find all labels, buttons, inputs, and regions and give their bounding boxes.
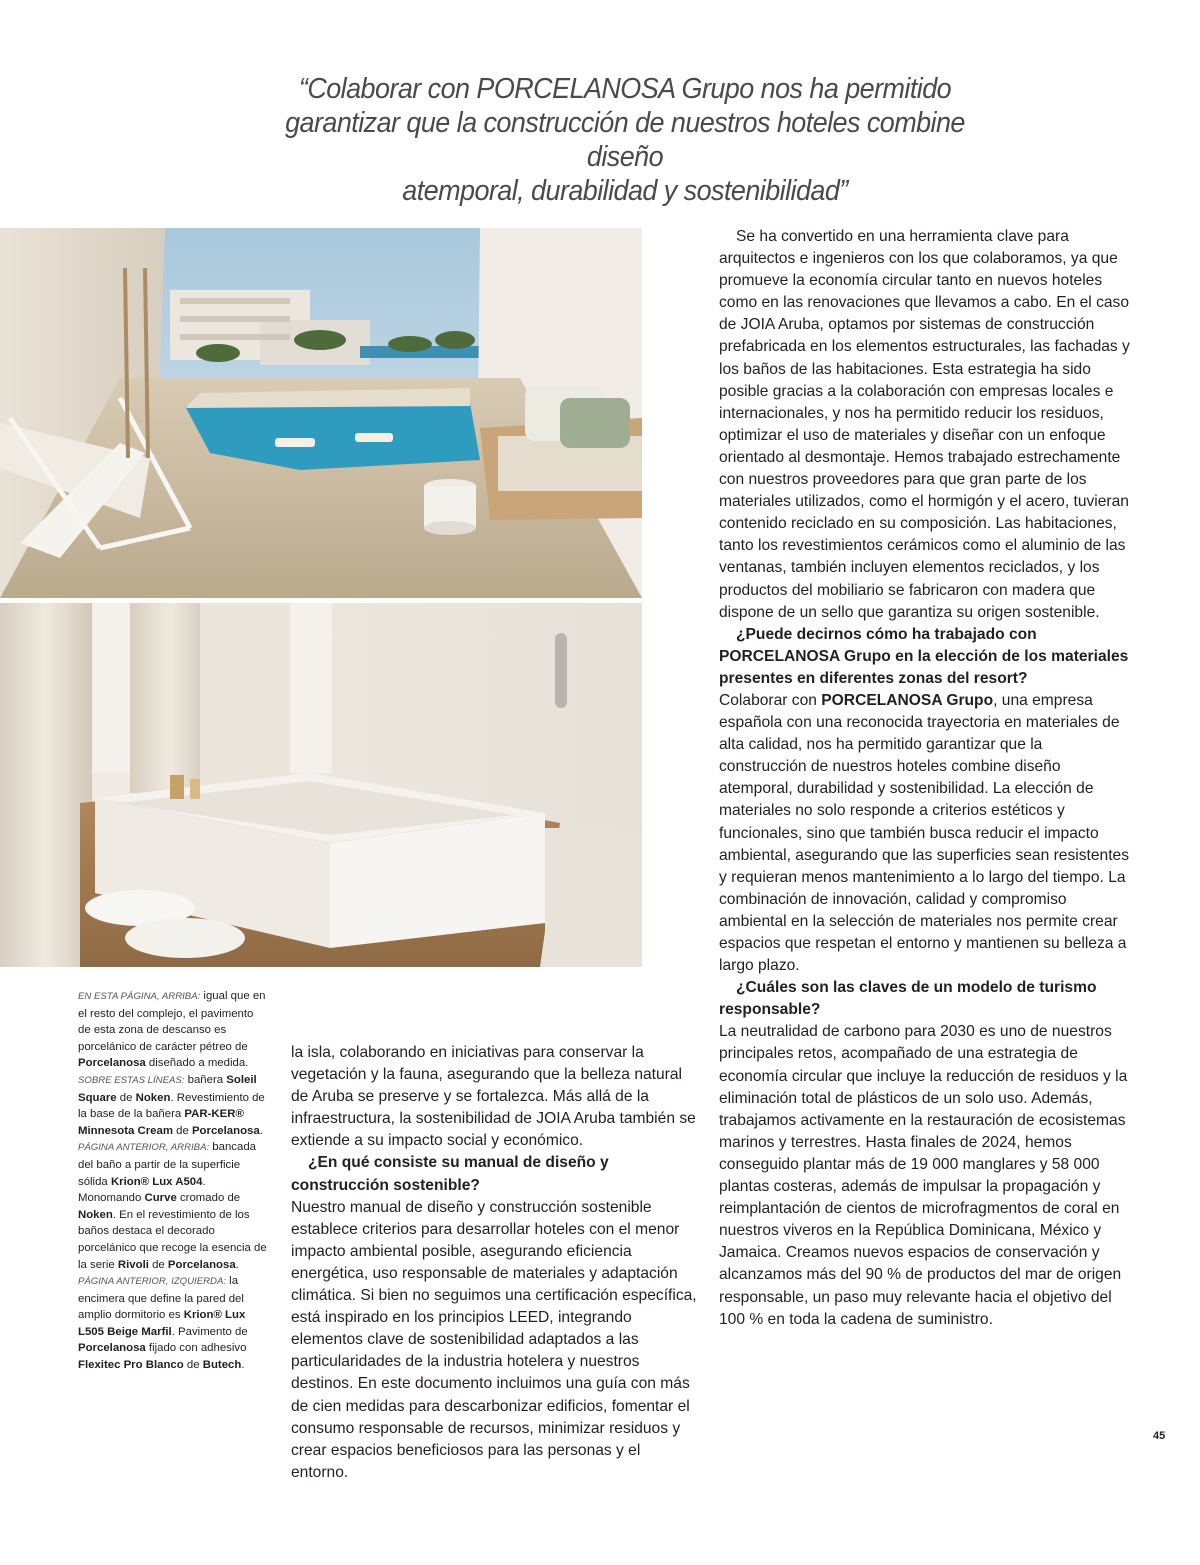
- photo-caption: [78, 988, 268, 1374]
- caption-brand: Porcelanosa: [167, 1258, 236, 1271]
- body-paragraph: [719, 690, 1131, 977]
- body-text: Colaborar con: [719, 691, 822, 709]
- article-column-middle: [291, 1042, 701, 1484]
- caption-lead-4: PÁGINA ANTERIOR, IZQUIERDA:: [78, 1276, 227, 1288]
- terrace-photo: [0, 228, 642, 598]
- caption-product: PAR-KER® Minnesota Cream: [78, 1108, 244, 1137]
- bathtub-photo: [0, 603, 642, 967]
- caption-product: Krion® Lux A504: [110, 1175, 203, 1188]
- caption-text: de: [172, 1124, 192, 1137]
- caption-text: de: [148, 1258, 168, 1271]
- body-paragraph: Se ha convertido en una herramienta clave para arquitectos e ingenieros con los que colaboramos, ya que promueve la economía circular tanto en nuevos hoteles como en las renovaciones que llevamos a cabo. En el caso de JOIA Aruba, optamos por sistemas de construcción prefabricada en los elementos estructurales, las fachadas y los baños de las habitaciones. Esta estrategia ha sido posible gracias a la colaboración con empresas locales e internacionales, y nos ha permitido reducir los residuos, optimizar el uso de materiales y diseñar con un enfoque orientado al desmontaje. Hemos trabajado estrechamente con nuestros proveedores para que gran parte de los materiales utilizados, como el hormigón y el acero, tuvieran contenido reciclado en su composición. Las habitaciones, tanto los revestimientos cerámicos como el aluminio de las ventanas, también incluyen elementos reciclados, y los productos del mobiliario se fabricaron con madera que dispone de un sello que garantiza su origen sostenible.: [719, 228, 1130, 621]
- caption-product: Krion® Lux L505 Beige Marfil: [78, 1309, 246, 1338]
- caption-text: . En el revestimiento de los baños destaca el decorado porcelánico que recoge la esencia de la serie: [78, 1208, 267, 1271]
- body-paragraph: La neutralidad de carbono para 2030 es uno de nuestros principales retos, acompañado de una estrategia de economía circular que incluye la reducción de residuos y la eliminación total de plásticos de un solo uso. Además, trabajamos activamente en la restauración de ecosistemas marinos y terrestres. Hasta finales de 2024, hemos conseguido plantar más de 19 000 manglares y 58 000 plantas costeras, además de impulsar la propagación y reimplantación de cientos de microfragmentos de coral en nuestros viveros en la República Dominicana, México y Jamaica. Creamos nuevos espacios de conservación y alcanzamos más del 90 % de productos del mar de origen responsable, un paso muy relevante hacia el objetivo del 100 % en toda la cadena de suministro.: [719, 1023, 1128, 1328]
- caption-lead-2: SOBRE ESTAS LÍNEAS:: [78, 1074, 185, 1086]
- interview-question: ¿Puede decirnos cómo ha trabajado con PORCELANOSA Grupo en la elección de los materiales presentes en diferentes zonas del resort?: [719, 625, 1129, 687]
- caption-brand: Porcelanosa: [191, 1124, 260, 1137]
- body-paragraph: Nuestro manual de diseño y construcción sostenible establece criterios para desarrollar hoteles con el menor impacto ambiental posible, asegurando eficiencia energética, uso responsable de materiales y adaptación climática. Si bien no seguimos una certificación específica, está inspirado en los principios LEED, integrando elementos clave de sostenibilidad adaptados a las particularidades de la industria hotelera y nuestros destinos. En este documento incluimos una guía con más de cien medidas para descarbonizar edificios, fomentar el consumo responsable de recursos, minimizar residuos y crear espacios beneficiosos para las personas y el entorno.: [291, 1198, 697, 1481]
- caption-brand: Porcelanosa: [78, 1057, 146, 1070]
- caption-lead-3: PÁGINA ANTERIOR, ARRIBA:: [78, 1142, 210, 1154]
- caption-brand: Butech: [202, 1359, 242, 1372]
- interview-question: ¿Cuáles son las claves de un modelo de turismo responsable?: [719, 979, 1097, 1019]
- bathtub-illustration: [0, 603, 642, 967]
- caption-text: .: [241, 1359, 245, 1372]
- caption-product: Soleil Square: [78, 1073, 257, 1104]
- caption-lead-1: EN ESTA PÁGINA, ARRIBA:: [78, 991, 201, 1002]
- page-number: 45: [1153, 1430, 1166, 1442]
- caption-text: .: [235, 1258, 239, 1271]
- caption-text: igual que en el resto del complejo, el pavimento de esta zona de descanso es porcelánico de carácter pétreo de: [78, 990, 266, 1053]
- caption-text: .: [259, 1124, 263, 1137]
- terrace-illustration: [0, 228, 642, 598]
- pull-quote-line-3: atemporal, durabilidad y sostenibilidad”: [402, 175, 848, 207]
- caption-brand: Noken: [135, 1091, 171, 1104]
- caption-product: Flexitec Pro Blanco: [78, 1359, 184, 1372]
- caption-text: . Pavimento de: [171, 1325, 248, 1338]
- caption-text: de: [116, 1091, 136, 1104]
- caption-product: Curve: [144, 1192, 177, 1205]
- pull-quote: [276, 72, 974, 208]
- company-name: PORCELANOSA Grupo: [821, 691, 994, 709]
- caption-text: cromado de: [176, 1192, 241, 1205]
- body-text: , una empresa española con una reconocida trayectoria en materiales de alta calidad, nos ha permitido garantizar que la construcción de nuestros hoteles combine diseño atemporal, durabilidad y sostenibilidad. La elección de materiales no solo responde a criterios estéticos y funcionales, sino que también busca reducir el impacto ambiental, asegurando que las superficies sean resistentes y requieran menos mantenimiento a lo largo del tiempo. La combinación de innovación, calidad y compromiso ambiental en la selección de materiales nos permite crear espacios que respetan el entorno y mantienen su belleza a largo plazo.: [719, 691, 1130, 975]
- body-paragraph: la isla, colaborando en iniciativas para conservar la vegetación y la fauna, asegurando que la belleza natural de Aruba se preserve y se fortalezca. Más allá de la infraestructura, la sostenibilidad de JOIA Aruba también se extiende a su impacto social y económico.: [291, 1044, 696, 1150]
- caption-text: fijado con adhesivo: [145, 1342, 247, 1355]
- interview-question: ¿En qué consiste su manual de diseño y construcción sostenible?: [291, 1154, 609, 1194]
- caption-text: bañera: [184, 1073, 227, 1086]
- caption-brand: Porcelanosa: [78, 1342, 146, 1355]
- caption-text: . Monomando: [78, 1175, 206, 1205]
- caption-text: diseñado a medida.: [145, 1057, 249, 1070]
- caption-text: la encimera que define la pared del amplio dormitorio es: [78, 1275, 244, 1322]
- article-column-right: [719, 226, 1131, 1331]
- caption-brand: Noken: [78, 1208, 113, 1221]
- caption-text: bancada del baño a partir de la superficie sólida: [78, 1141, 257, 1188]
- caption-text: . Revestimiento de la base de la bañera: [78, 1091, 265, 1121]
- pull-quote-line-2: garantizar que la construcción de nuestros hoteles combine diseño: [285, 107, 965, 173]
- caption-product: Rivoli: [117, 1258, 149, 1271]
- pull-quote-line-1: “Colaborar con PORCELANOSA Grupo nos ha permitido: [298, 73, 952, 105]
- caption-text: de: [183, 1359, 203, 1372]
